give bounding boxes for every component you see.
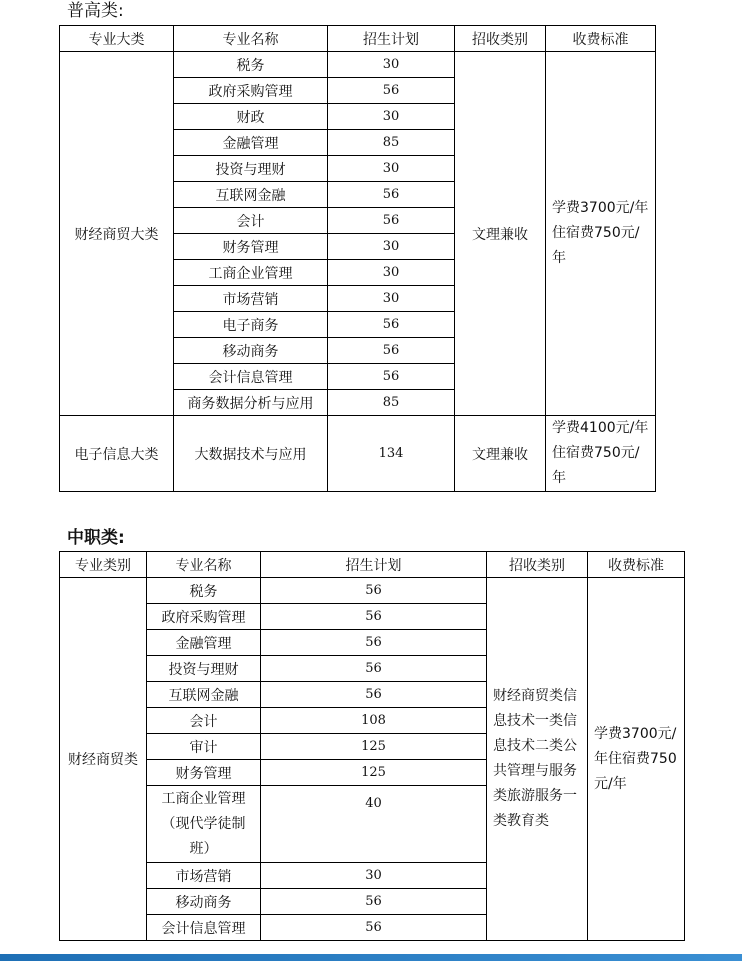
plan-cell: 56: [261, 604, 487, 630]
table-row: [60, 52, 656, 78]
zhongzhi-table: [59, 551, 685, 941]
column-header: 收费标准: [588, 552, 685, 578]
column-header: 专业大类: [60, 26, 174, 52]
column-header: 收费标准: [546, 26, 656, 52]
section-title-zhongzhi: 中职类:: [67, 528, 125, 548]
plan-cell: 108: [261, 708, 487, 734]
plan-cell: 56: [328, 182, 455, 208]
major-name-cell: 财政: [174, 104, 328, 130]
major-name-cell: 投资与理财: [147, 656, 261, 682]
major-name-cell: 互联网金融: [174, 182, 328, 208]
major-name-cell: 会计: [174, 208, 328, 234]
major-name-cell: 金融管理: [147, 630, 261, 656]
major-name-cell: 工商企业管理（现代学徒制班）: [147, 786, 261, 863]
major-name-cell: 审计: [147, 734, 261, 760]
column-header: 专业名称: [147, 552, 261, 578]
major-name-cell: 会计信息管理: [174, 364, 328, 390]
plan-cell: 56: [328, 338, 455, 364]
admission-type-cell: 财经商贸类信息技术一类信息技术二类公共管理与服务类旅游服务一类教育类: [487, 578, 588, 941]
section-title-putong: 普高类:: [67, 1, 124, 21]
category-cell: 财经商贸大类: [60, 52, 174, 416]
plan-cell: 125: [261, 734, 487, 760]
plan-cell: 30: [328, 52, 455, 78]
column-header: 招收类别: [455, 26, 546, 52]
plan-cell: 56: [261, 656, 487, 682]
category-cell: 电子信息大类: [60, 416, 174, 492]
major-name-cell: 政府采购管理: [174, 78, 328, 104]
column-header: 专业名称: [174, 26, 328, 52]
column-header: 招收类别: [487, 552, 588, 578]
major-name-cell: 市场营销: [147, 863, 261, 889]
plan-cell: 125: [261, 760, 487, 786]
plan-cell: 56: [328, 208, 455, 234]
category-cell: 财经商贸类: [60, 578, 147, 941]
plan-cell: 56: [261, 889, 487, 915]
plan-cell: 56: [261, 682, 487, 708]
plan-cell: 85: [328, 390, 455, 416]
major-name-cell: 电子商务: [174, 312, 328, 338]
major-name-cell: 会计: [147, 708, 261, 734]
major-name-cell: 互联网金融: [147, 682, 261, 708]
major-name-cell: 市场营销: [174, 286, 328, 312]
plan-cell: 56: [261, 915, 487, 941]
fee-cell: 学费4100元/年住宿费750元/年: [546, 416, 656, 492]
plan-cell: 56: [328, 312, 455, 338]
plan-cell: 30: [328, 234, 455, 260]
fee-cell: 学费3700元/年住宿费750元/年: [546, 52, 656, 416]
major-name-cell: 财务管理: [147, 760, 261, 786]
admission-type-cell: 文理兼收: [455, 52, 546, 416]
major-name-cell: 移动商务: [147, 889, 261, 915]
major-name-cell: 商务数据分析与应用: [174, 390, 328, 416]
plan-cell: 30: [261, 863, 487, 889]
major-name-cell: 移动商务: [174, 338, 328, 364]
bottom-bar: [0, 954, 742, 961]
plan-cell: 134: [328, 416, 455, 492]
table-row: [60, 552, 685, 578]
plan-cell: 85: [328, 130, 455, 156]
plan-cell: 56: [328, 78, 455, 104]
major-name-cell: 会计信息管理: [147, 915, 261, 941]
plan-cell: 30: [328, 286, 455, 312]
major-name-cell: 工商企业管理: [174, 260, 328, 286]
plan-cell: 56: [328, 364, 455, 390]
table-row: [60, 26, 656, 52]
column-header: 招生计划: [328, 26, 455, 52]
table-row: [60, 416, 656, 492]
major-name-cell: 大数据技术与应用: [174, 416, 328, 492]
major-name-cell: 金融管理: [174, 130, 328, 156]
major-name-cell: 财务管理: [174, 234, 328, 260]
putong-table: [59, 25, 656, 492]
major-name-cell: 投资与理财: [174, 156, 328, 182]
table-row: [60, 578, 685, 604]
plan-cell: 30: [328, 156, 455, 182]
fee-cell: 学费3700元/年住宿费750元/年: [588, 578, 685, 941]
column-header: 招生计划: [261, 552, 487, 578]
admission-type-cell: 文理兼收: [455, 416, 546, 492]
major-name-cell: 政府采购管理: [147, 604, 261, 630]
major-name-cell: 税务: [174, 52, 328, 78]
plan-cell: 56: [261, 630, 487, 656]
column-header: 专业类别: [60, 552, 147, 578]
plan-cell: 30: [328, 104, 455, 130]
plan-cell: 30: [328, 260, 455, 286]
major-name-cell: 税务: [147, 578, 261, 604]
plan-cell: 56: [261, 578, 487, 604]
plan-cell: 40: [261, 786, 487, 863]
